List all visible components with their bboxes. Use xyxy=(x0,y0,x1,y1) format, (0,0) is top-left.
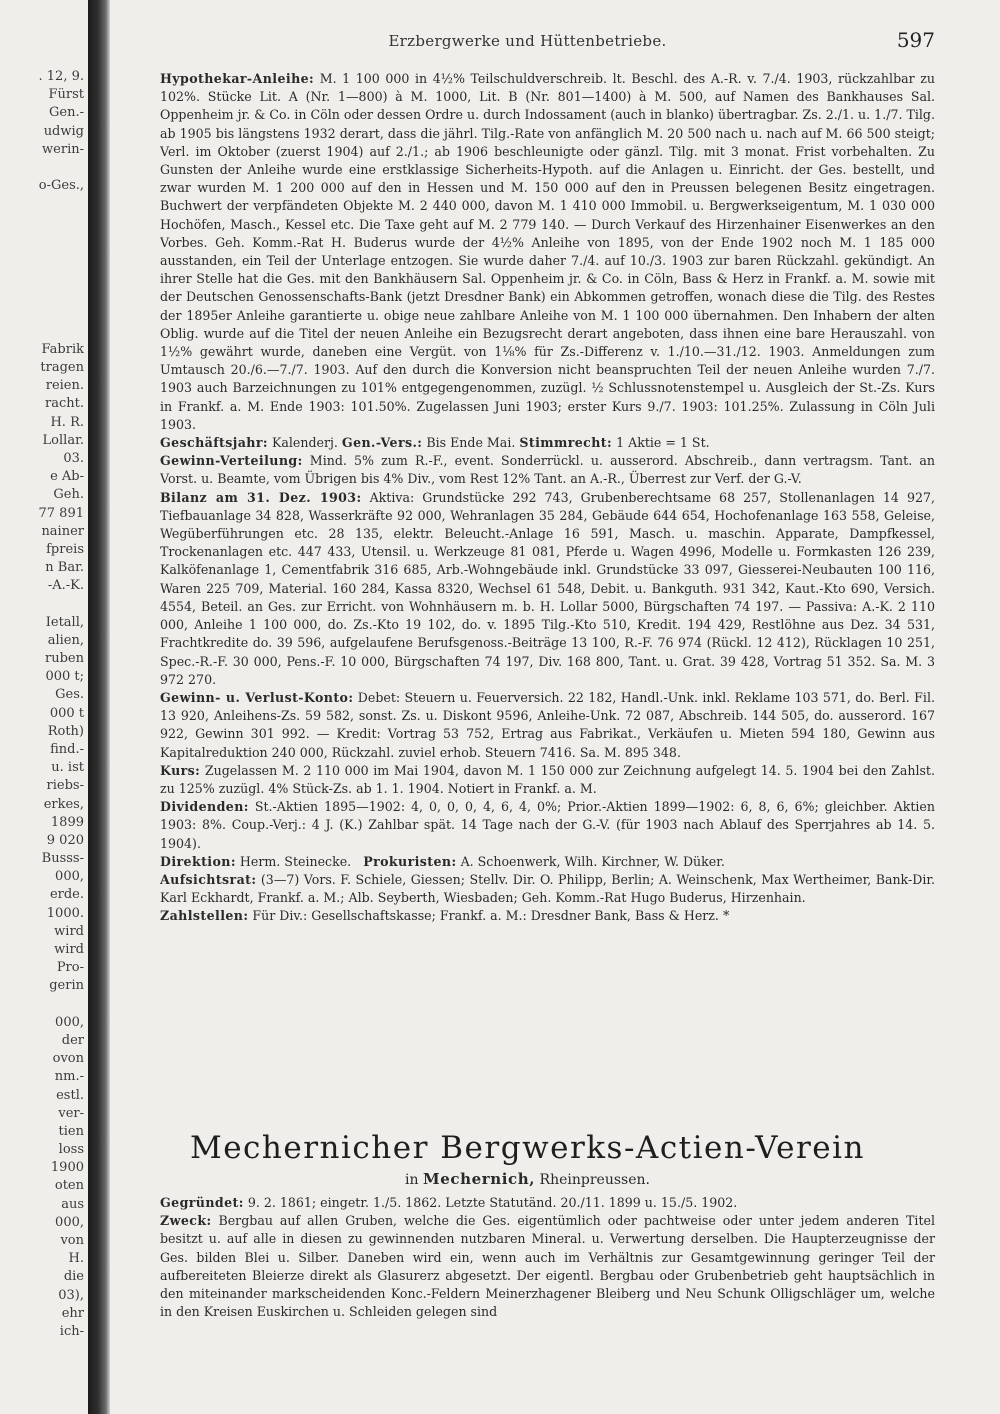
margin-fragment xyxy=(0,250,84,268)
margin-fragment: Roth) xyxy=(47,723,84,739)
margin-fragment: ich- xyxy=(59,1323,84,1339)
margin-fragment: werin- xyxy=(42,141,84,157)
kurs-paragraph xyxy=(120,762,935,798)
aufsichtsrat-paragraph xyxy=(120,871,935,907)
margin-fragment: racht. xyxy=(45,396,84,412)
margin-fragment: 000, xyxy=(55,869,84,885)
margin-fragment: 1000. xyxy=(46,905,84,921)
margin-fragment: nainer xyxy=(41,523,84,539)
guv-text: Debet: Steuern u. Feuerversich. 22 182, Handl.-Unk. inkl. Reklame 103 571, do. Berl. Fil. 13 920, Anleihens-Zs. 59 582, sonst. Zs. u. Diskont 9596, Anleihe-Unk. 72 087, Abschreib. 144 505, do. ausserord. 167 922, Gewinn 301 992. — Kredit: Vortrag 53 752, Ertrag aus Fabrikat., Verkäufen u. Mieten 594 180, Gewinn aus Kapitalreduktion 240 000, Rückzahl. zuviel erhob. Steuern 7416. Sa. M. 895 348. xyxy=(160,689,935,760)
direktion-label: Direktion: xyxy=(160,853,236,869)
stimmrecht-label: Stimmrecht: xyxy=(519,435,613,451)
margin-fragment: erde. xyxy=(49,887,84,903)
genvers-label: Gen.-Vers.: xyxy=(341,435,423,451)
margin-fragment: ruben xyxy=(45,651,84,666)
margin-fragment: Pro- xyxy=(56,960,84,976)
zahlstellen-label: Zahlstellen: xyxy=(160,908,249,924)
company-title: Mechernicher Bergwerks-Actien-Verein xyxy=(189,1130,866,1166)
geschaeftsjahr-text: Kalenderj. xyxy=(271,435,338,451)
page-number: 597 xyxy=(896,28,935,52)
margin-fragment: der xyxy=(61,1032,84,1048)
place-prefix: in xyxy=(405,1172,419,1188)
margin-fragment: 000 t xyxy=(49,705,84,721)
prokuristen-text: A. Schoenwerk, Wilh. Kirchner, W. Düker. xyxy=(460,853,725,869)
margin-fragment: 1900 xyxy=(50,1160,84,1176)
margin-fragment: nm.- xyxy=(54,1069,84,1085)
margin-fragment xyxy=(0,304,84,322)
hypothekar-text: M. 1 100 000 in 4½% Teilschuldverschreib. lt. Beschl. des A.-R. v. 7./4. 1903, rückzahlbar zu 102%. Stücke Lit. A (Nr. 1—800) à M. 1000, Lit. B (Nr. 801—1400) à M. 500, auf Namen des Bankhauses Sal. Oppenheim jr. & Co. in Cöln oder dessen Ordre u. durch Indossament (auch in blanko) übertragbar. Zs. 2./1. u. 1./7. Tilg. ab 1905 bis längstens 1932 derart, dass die jährl. Tilg.-Rate von anfänglich M. 20 500 nach u. nach auf M. 66 500 steigt; Verl. im Oktober (zuerst 1904) auf 2./1.; ab 1906 beschleunigte oder gänzl. Tilg. mit 3 monat. Frist vorbehalten. Zu Gunsten der Anleihe wurde eine erstklassige Sicherheits-Hypoth. auf die Anlagen u. Einricht. der Ges. bestellt, und zwar wurden M. 1 200 000 auf den in Hessen und M. 150 000 auf den in Preussen belegenen Besitz eingetragen. Buchwert der verpfändeten Objekte M. 2 440 000, davon M. 1 410 000 Immobil. u. Bergwerkseigentum, M. 1 030 000 Hochöfen, Masch., Kessel etc. Die Taxe geht auf M. 2 779 140. — Durch Verkauf des Hirzenhainer Eisenwerkes an den Vorbes. Geh. Komm.-Rat H. Buderus wurde der 4½% Anleihe von 1895, von der Ende 1902 noch M. 1 185 000 ausstanden, ein Teil der Unterlage entzogen. Sie wurde daher 7./4. auf 10./3. 1903 zur baren Rückzahl. gekündigt. An ihrer Stelle hat die Ges. mit den Bankhäusern Sal. Oppenheim jr. & Co. in Cöln, Bass & Herz in Frankf. a. M. sowie mit der Deutschen Genossenschafts-Bank (jetzt Dresdner Bank) ein Abkommen getroffen, wonach diese die Tilg. des Restes der 1895er Anleihe garantierte u. obige neue zahlbare Anleihe von M. 1 100 000 übernahmen. Den Inhabern der alten Oblig. wurde auf die Titel der neuen Anleihe ein Bezugsrecht derart angeboten, dass ihnen eine bare Herauszahl. von 1½% gewährt wurde, daneben eine Vergüt. von 1⅛% für Zs.-Differenz v. 1./10.—31./12. 1903. Anmeldungen zum Umtausch 20./6.—7./7. 1903. Auf den durch die Konversion nicht beanspruchten Teil der neuen Anleihe wurden 7./7. 1903 auch Barzeichnungen zu 101% entgegengenommen, zuzügl. ½ Schlussnotenstempel u. Ausgleich der St.-Zs. Kurs in Frankf. a. M. Ende 1903: 101.50%. Zugelassen Juni 1903; erster Kurs 9./7. 1903: 101.25%. Zulassung in Cöln Juli 1903. xyxy=(160,71,935,432)
meta-paragraph xyxy=(120,434,935,452)
left-page-margin-fragments xyxy=(0,68,84,1341)
margin-fragment: e Ab- xyxy=(50,469,84,485)
bilanz-label: Bilanz am 31. Dez. 1903: xyxy=(160,489,362,505)
guv-label: Gewinn- u. Verlust-Konto: xyxy=(160,689,354,705)
margin-fragment: Busss- xyxy=(41,851,84,867)
genvers-text: Bis Ende Mai. xyxy=(426,435,516,451)
prokuristen-label: Prokuristen: xyxy=(363,853,457,869)
margin-fragment xyxy=(0,323,84,341)
margin-fragment xyxy=(0,595,84,613)
margin-fragment xyxy=(0,232,84,250)
margin-fragment: wird xyxy=(54,923,84,939)
margin-fragment: find.- xyxy=(50,741,84,757)
margin-fragment: Fürst xyxy=(48,87,84,103)
kurs-label: Kurs: xyxy=(160,762,201,778)
margin-fragment xyxy=(0,286,84,304)
margin-fragment: u. ist xyxy=(51,760,84,776)
margin-fragment xyxy=(0,996,84,1014)
margin-fragment: loss xyxy=(58,1142,84,1158)
dividenden-label: Dividenden: xyxy=(160,799,249,815)
margin-fragment: 000, xyxy=(55,1014,84,1030)
margin-fragment: Geh. xyxy=(53,487,84,503)
margin-fragment: ehr xyxy=(61,1305,84,1321)
kurs-text: Zugelassen M. 2 110 000 im Mai 1904, davon M. 1 150 000 zur Zeichnung aufgelegt 14. 5. 1904 bei den Zahlst. zu 125% zuzügl. 4% Stück-Zs. ab 1. 1. 1904. Notiert in Frankf. a. M. xyxy=(160,762,935,796)
running-title: Erzbergwerke und Hüttenbetriebe. xyxy=(388,32,667,50)
book-binding-shadow xyxy=(88,0,110,1414)
bilanz-paragraph xyxy=(120,489,935,689)
gewinn-verteilung-label: Gewinn-Verteilung: xyxy=(160,453,303,469)
margin-fragment: reien. xyxy=(45,378,84,394)
margin-fragment: tragen xyxy=(40,360,84,375)
place-region: Rheinpreussen. xyxy=(539,1172,650,1188)
margin-fragment: estl. xyxy=(56,1087,84,1103)
end-mark: * xyxy=(722,908,730,924)
margin-fragment: 03), xyxy=(58,1287,84,1303)
gegruendet-text: 9. 2. 1861; eingetr. 1./5. 1862. Letzte Statutänd. 20./11. 1899 u. 15./5. 1902. xyxy=(247,1195,738,1210)
zweck-paragraph xyxy=(120,1212,935,1321)
zweck-text: Bergbau auf allen Gruben, welche die Ges. eigentümlich oder pachtweise oder unter jedem anderen Titel besitzt u. auf alle in diesen zu gewinnenden nutzbaren Mineral. u. Verwertung derselben. Die Haupterzeugnisse der Ges. bilden Blei u. Silber. Daneben wird ein, wenn auch im Verhältnis zur Gesamtgewinnung geringer Teil der aufbereiteten Bleierze direkt als Glasurerz abgesetzt. Der eigentl. Bergbau oder Grubenbetrieb geht hauptsächlich in den miteinander markscheidenden Konc.-Feldern Meinerzhagener Bleiberg und Neu Schunk Olligschläger um, welche in den Kreisen Euskirchen u. Schleiden gelegen sind xyxy=(160,1213,935,1320)
gewinn-verteilung-paragraph xyxy=(120,452,935,488)
guv-paragraph xyxy=(120,689,935,762)
hypothekar-label: Hypothekar-Anleihe: xyxy=(160,71,315,86)
margin-fragment: o-Ges., xyxy=(38,178,84,194)
margin-fragment xyxy=(0,195,84,213)
margin-fragment: ver- xyxy=(58,1105,84,1121)
geschaeftsjahr-label: Geschäftsjahr: xyxy=(160,435,268,451)
margin-fragment: H. R. xyxy=(50,414,84,430)
margin-fragment: udwig xyxy=(43,123,84,139)
hypothekar-anleihe-paragraph xyxy=(120,70,935,434)
margin-fragment: oten xyxy=(54,1178,84,1194)
margin-fragment: von xyxy=(60,1233,84,1248)
margin-fragment: 000, xyxy=(55,1214,84,1230)
margin-fragment: ovon xyxy=(52,1051,84,1067)
gegruendet-paragraph xyxy=(120,1194,935,1212)
zahlstellen-text: Für Div.: Gesellschaftskasse; Frankf. a. M.: Dresdner Bank, Bass & Herz. xyxy=(252,908,719,924)
margin-fragment: aus xyxy=(61,1196,84,1212)
dividenden-text: St.-Aktien 1895—1902: 4, 0, 0, 0, 4, 6, 4, 0%; Prior.-Aktien 1899—1902: 6, 8, 6, 6%; gleichber. Aktien 1903: 8%. Coup.-Verj.: 4 J. (K.) Zahlbar spät. 14 Tage nach der G.-V. (für 1903 nach Ablauf des Sperrjahres ab 14. 5. 1904). xyxy=(160,799,936,851)
margin-fragment: tien xyxy=(58,1123,84,1139)
company-location xyxy=(120,1170,935,1188)
margin-fragment: 03. xyxy=(63,450,84,466)
margin-fragment: n Bar. xyxy=(45,560,84,576)
margin-fragment: Ietall, xyxy=(45,614,84,630)
zahlstellen-paragraph xyxy=(120,907,935,925)
zweck-label: Zweck: xyxy=(160,1213,212,1229)
page-header xyxy=(120,28,935,54)
direktion-paragraph xyxy=(120,853,935,871)
margin-fragment: Gen.- xyxy=(49,105,84,121)
margin-fragment xyxy=(0,268,84,286)
stimmrecht-text: 1 Aktie = 1 St. xyxy=(616,435,710,451)
margin-fragment: H. xyxy=(68,1251,84,1267)
margin-fragment: 77 891 xyxy=(38,505,84,521)
company-entry-section-2 xyxy=(120,1194,935,1321)
margin-fragment: erkes, xyxy=(43,796,84,812)
aufsichtsrat-text: (3—7) Vors. F. Schiele, Giessen; Stellv. Dir. O. Philipp, Berlin; A. Weinschenk, Max Wertheimer, Bank-Dir. Karl Eckhardt, Frankf. a. M.; Alb. Seyberth, Wiesbaden; Geh. Komm.-Rat Hugo Buderus, Hirzenhain. xyxy=(160,871,935,906)
margin-fragment: . 12, 9. xyxy=(38,69,84,84)
direktion-text: Herm. Steinecke. xyxy=(239,853,352,869)
margin-fragment xyxy=(0,214,84,232)
margin-fragment: Lollar. xyxy=(42,432,84,448)
margin-fragment: die xyxy=(63,1269,84,1285)
gewinn-verteilung-text: Mind. 5% zum R.-F., event. Sonderrückl. u. ausserord. Abschreib., dann vertragsm. Tant. an Vorst. u. Beamte, vom Übrigen bis 4% Div., vom Rest 12% Tant. an A.-R., Überrest zur Verf. der G.-V. xyxy=(160,453,935,487)
margin-fragment: -A.-K. xyxy=(47,578,84,594)
margin-fragment: gerin xyxy=(49,978,84,994)
margin-fragment: fpreis xyxy=(46,541,84,557)
margin-fragment xyxy=(0,159,84,177)
aufsichtsrat-label: Aufsichtsrat: xyxy=(160,871,257,887)
margin-fragment: 1899 xyxy=(50,814,84,830)
margin-fragment: Ges. xyxy=(55,687,84,703)
bilanz-text: Aktiva: Grundstücke 292 743, Grubenberechtsame 68 257, Stollenanlagen 14 927, Tiefbauanlage 34 828, Wasserkräfte 92 000, Wehranlagen 35 284, Gebäude 644 654, Hochofenanlage 163 558, Geleise, Wegüberführungen etc. 28 135, elektr. Beleucht.-Anlage 16 591, Masch. u. maschin. Apparate, Dampfkessel, Trockenanlagen etc. 447 433, Utensil. u. Werkzeuge 81 081, Pferde u. Wagen 4996, Modelle u. Formkasten 126 239, Kalköfenanlage 1, Cementfabrik 316 685, Arb.-Wohngebäude inkl. Grundstücke 33 097, Giesserei-Neubauten 100 116, Waren 225 709, Material. 160 284, Kassa 8320, Wechsel 61 548, Debit. u. Bankguth. 931 342, Kaut.-Kto 690, Versich. 4554, Beteil. an Ges. zur Erricht. von Wohnhäusern m. b. H. Lollar 5000, Bürgschaften 74 197. — Passiva: A.-K. 2 110 000, Anleihe 1 100 000, do. Zs.-Kto 19 102, do. v. 1895 Tilg.-Kto 510, Kredit. 194 429, Restlöhne aus Dez. 34 531, Frachtkredite do. 39 596, aufgelaufene Berufsgenoss.-Beiträge 13 100, R.-F. 76 974 (Rückl. 12 412), Rücklagen 10 251, Spec.-R.-F. 30 000, Pens.-F. 10 000, Bürgschaften 74 197, Div. 168 800, Tant. u. Grat. 39 428, Vortrag 51 352. Sa. M. 3 972 270. xyxy=(160,489,936,687)
place-city: Mechernich, xyxy=(422,1170,536,1188)
margin-fragment: alien, xyxy=(47,632,84,648)
company-entry-section xyxy=(120,70,935,926)
margin-fragment: wird xyxy=(54,942,84,957)
margin-fragment: Fabrik xyxy=(41,341,84,357)
gegruendet-label: Gegründet: xyxy=(160,1195,244,1210)
margin-fragment: 9 020 xyxy=(46,832,84,848)
margin-fragment: riebs- xyxy=(46,778,84,794)
dividenden-paragraph xyxy=(120,798,935,853)
margin-fragment: 000 t; xyxy=(45,669,84,685)
